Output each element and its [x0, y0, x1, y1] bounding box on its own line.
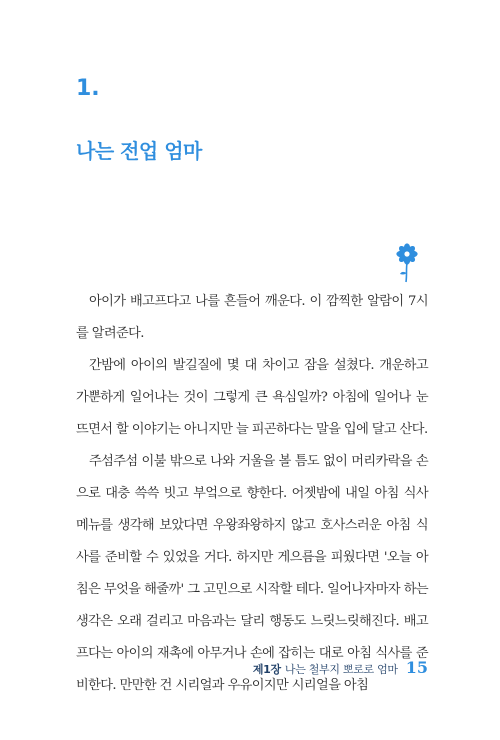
paragraph: 주섬주섬 이불 밖으로 나와 거울을 볼 틈도 없이 머리카락을 손으로 대충 쓱쓱 빗고 부엌으로 향한다. 어젯밤에 내일 아침 식사 메뉴를 생각해 보았다면 우왕좌왕하지 않고 호사스러운 아침 식사를 준비할 수 있었을 거다. 하지만 게으름을 피웠다면 '오늘 아침은 무엇을 해줄까' 그 고민으로 시작할 테다. 일어나자마자 하는 생각은 오래 걸리고 마음과는 달리 행동도 느릿느릿해진다. 배고프다는 아이의 재촉에 아무거나 손에 잡히는 대로 아침 식사를 준비한다. 만만한 건 시리얼과 우유이지만 시리얼을 아침: [76, 454, 428, 693]
paragraph: 간밤에 아이의 발길질에 몇 대 차이고 잠을 설쳤다. 개운하고 가뿐하게 일어나는 것이 그렇게 큰 욕심일까? 아침에 일어나 눈 뜨면서 할 이야기는 아니지만 늘 피곤하다는 말을 입에 달고 산다.: [76, 358, 428, 437]
chapter-number: 1.: [76, 76, 100, 101]
flower-icon: [395, 243, 419, 283]
page-footer: [253, 658, 428, 677]
body-text: [76, 286, 428, 702]
chapter-title: 나는 전업 엄마: [76, 139, 202, 163]
chapter-label: 제1장: [252, 663, 281, 676]
page-number: 15: [405, 658, 428, 677]
paragraph: 아이가 배고프다고 나를 흔들어 깨운다. 이 깜찍한 알람이 7시를 알려준다.: [76, 294, 428, 341]
chapter-name: 나는 철부지 뽀로로 엄마: [284, 663, 398, 676]
running-head: [253, 661, 398, 677]
